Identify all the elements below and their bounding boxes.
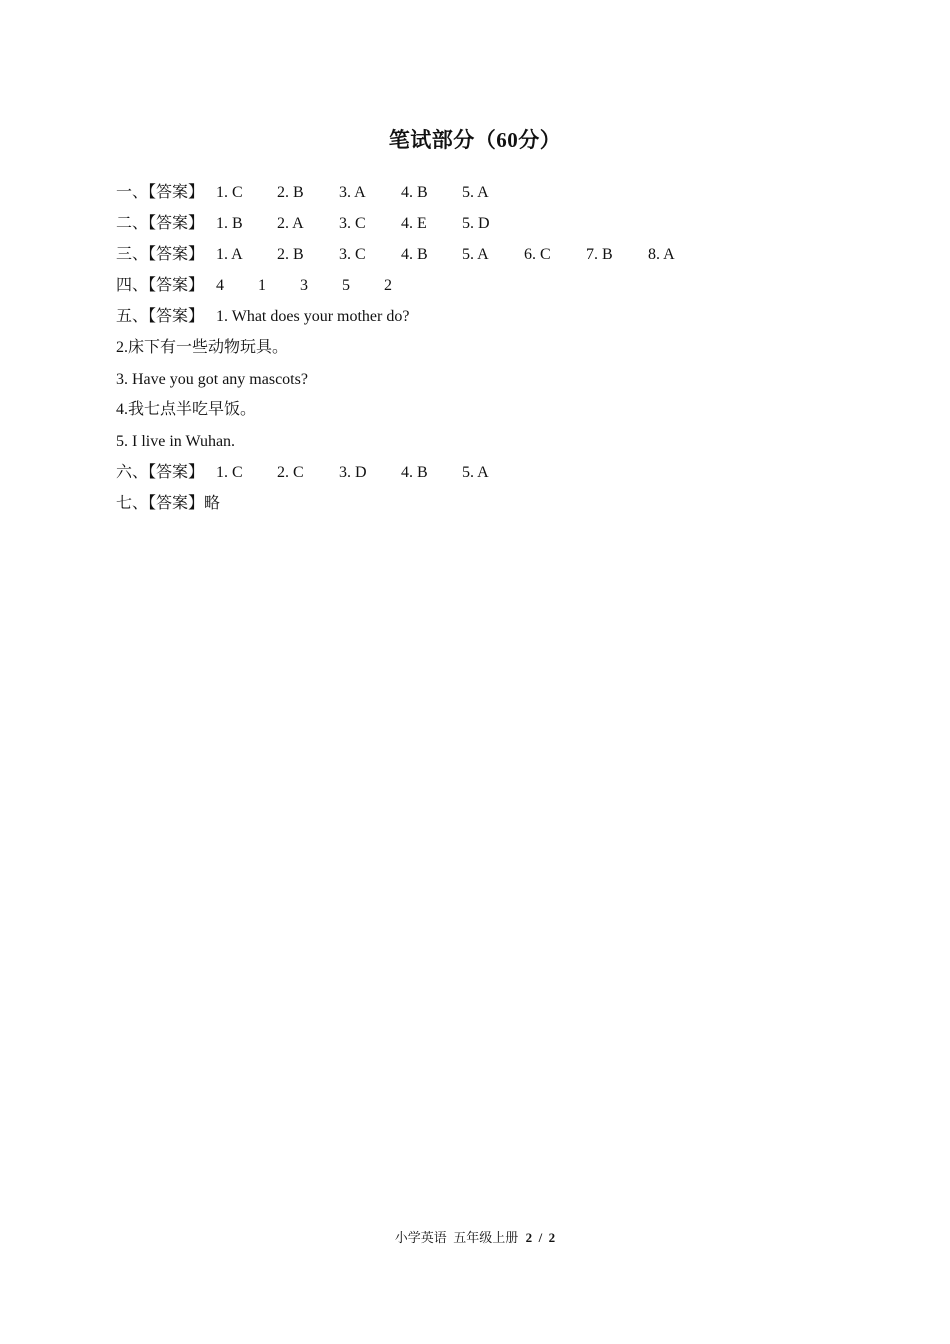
answer-item: 3. A — [339, 184, 366, 201]
answer-item: 4. B — [401, 184, 428, 201]
answer-line-7 — [116, 493, 220, 515]
answer-item: 1. C — [216, 464, 243, 481]
answer-line-1 — [116, 182, 489, 204]
answer-item: 4. B — [401, 464, 428, 481]
answer-item: 1. B — [216, 215, 243, 232]
translation-line: 3. Have you got any mascots? — [116, 371, 308, 388]
answer-item: 1 — [258, 277, 266, 294]
page-number: 2 / 2 — [525, 1230, 556, 1245]
answer-line-3 — [116, 244, 675, 266]
answer-item: 5. A — [462, 246, 489, 263]
answer-item: 4. E — [401, 215, 427, 232]
section-prefix: 一、【答案】 — [116, 184, 205, 201]
section-prefix: 五、【答案】 — [116, 308, 205, 325]
answer-item: 6. C — [524, 246, 551, 263]
answer-item: 3 — [300, 277, 308, 294]
answer-item: 4. B — [401, 246, 428, 263]
section-prefix: 七、【答案】 — [116, 495, 205, 512]
translation-line: 4.我七点半吃早饭。 — [116, 401, 257, 418]
answer-item: 5 — [342, 277, 350, 294]
answer-item: 8. A — [648, 246, 675, 263]
section-prefix: 二、【答案】 — [116, 215, 205, 232]
answer-line-2 — [116, 213, 490, 235]
answer-item: 3. C — [339, 246, 366, 263]
answer-item: 2. A — [277, 215, 304, 232]
answer-item: 5. A — [462, 464, 489, 481]
section-prefix: 三、【答案】 — [116, 246, 205, 263]
section-prefix: 四、【答案】 — [116, 277, 205, 294]
answer-item: 3. D — [339, 464, 367, 481]
translation-line: 5. I live in Wuhan. — [116, 433, 236, 450]
page-title: 笔试部分（60分） — [388, 128, 562, 152]
answer-item: 1. What does your mother do? — [216, 308, 410, 325]
answer-item: 3. C — [339, 215, 366, 232]
answer-item: 2. C — [277, 464, 304, 481]
answer-item: 1. A — [216, 246, 243, 263]
answer-item: 2 — [384, 277, 392, 294]
answer-line-5 — [116, 306, 410, 328]
answer-item: 略 — [204, 495, 221, 512]
answer-item: 5. A — [462, 184, 489, 201]
answer-item: 2. B — [277, 184, 304, 201]
answer-item: 7. B — [586, 246, 613, 263]
footer-text: 小学英语 五年级上册 — [394, 1230, 519, 1245]
answer-line-4 — [116, 275, 392, 297]
section-prefix: 六、【答案】 — [116, 464, 205, 481]
answer-item: 1. C — [216, 184, 243, 201]
answer-item: 4 — [216, 277, 224, 294]
answer-line-6 — [116, 462, 489, 484]
page-footer — [0, 1227, 950, 1246]
answer-item: 5. D — [462, 215, 490, 232]
answer-item: 2. B — [277, 246, 304, 263]
translation-line: 2.床下有一些动物玩具。 — [116, 339, 289, 356]
